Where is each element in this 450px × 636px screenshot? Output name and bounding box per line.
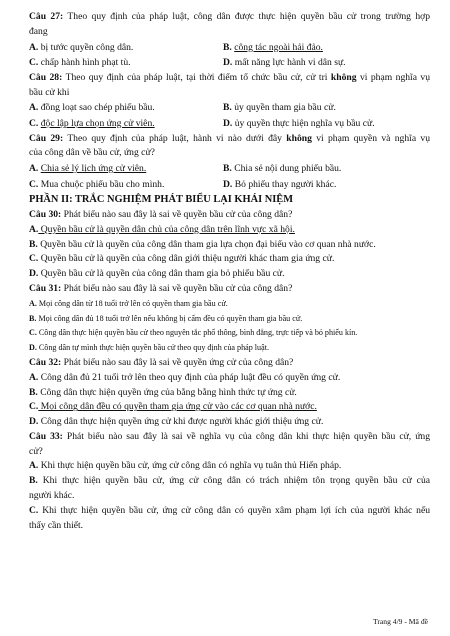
question-27-stem-cont: đang bbox=[29, 25, 48, 37]
option-31a: A. Mọi công dân từ 18 tuổi trở lên có quyền tham gia bầu cử. bbox=[29, 298, 228, 308]
question-33-stem: Câu 33: Phát biểu nào sau đây là sai về nghĩa vụ của công dân khi thực hiện quyền bầu cử, ứng bbox=[29, 430, 430, 442]
option-32d: D. Công dân thực hiện quyền ứng cử khi được người khác giới thiệu ứng cử. bbox=[29, 416, 324, 428]
question-27-stem: Câu 27: Theo quy định của pháp luật, công dân được thực hiện quyền bầu cử trong trường hợp bbox=[29, 11, 430, 22]
option-33b-cont: người khác. bbox=[29, 490, 75, 502]
question-29-options-row1 bbox=[29, 161, 430, 177]
question-27-options-row2 bbox=[29, 55, 430, 71]
option-33b: B. Khi thực hiện quyền bầu cử, ứng cử công dân có trách nhiệm tôn trọng quyền bầu cử của bbox=[29, 475, 430, 487]
option-31c: C. Công dân thực hiện quyền bầu cử theo nguyên tắc phổ thông, bình đẳng, trực tiếp và bỏ phiếu kín. bbox=[29, 328, 358, 338]
option-28d: D. ủy quyền thực hiện nghĩa vụ bầu cử. bbox=[223, 117, 375, 129]
question-28-options-row1 bbox=[29, 100, 430, 116]
option-29a: A. Chia sẻ lý lịch ứng cử viên. bbox=[29, 163, 147, 175]
option-30d: D. Quyền bầu cử là quyền của công dân tham gia bỏ phiếu bầu cử. bbox=[29, 268, 285, 280]
option-27c: C. chấp hành hình phạt tù. bbox=[29, 57, 131, 69]
option-30c: C. Quyền bầu cử là quyền của công dân giới thiệu người khác tham gia ứng cử. bbox=[29, 253, 335, 265]
question-33-stem-cont: cử? bbox=[29, 445, 43, 457]
question-28-options-row2 bbox=[29, 116, 430, 132]
option-27a: A. bị tước quyền công dân. bbox=[29, 41, 134, 53]
option-32c: C. Mọi công dân đều có quyền tham gia ứng cử vào các cơ quan nhà nước. bbox=[29, 401, 317, 413]
option-33c-cont: thấy cần thiết. bbox=[29, 519, 84, 531]
question-28-stem: Câu 28: Theo quy định của pháp luật, tại thời điểm tổ chức bầu cử, cử tri không vi phạm nghĩa vụ bbox=[29, 71, 431, 83]
option-30b: B. Quyền bầu cử là quyền của công dân tham gia lựa chọn đại biểu vào cơ quan nhà nước. bbox=[29, 238, 376, 250]
option-33a: A. Khi thực hiện quyền bầu cử, ứng cử công dân có nghĩa vụ tuân thủ Hiến pháp. bbox=[29, 460, 342, 472]
question-29-stem-cont: của công dân về bầu cử, ứng cử? bbox=[29, 147, 155, 159]
question-31-stem: Câu 31: Phát biểu nào sau đây là sai về quyền bầu cử của công dân? bbox=[29, 282, 293, 294]
option-33c: C. Khi thực hiện quyền bầu cử, ứng cử công dân có quyền xâm phạm lợi ích của người khác nếu bbox=[29, 504, 430, 516]
option-28a: A. đồng loạt sao chép phiếu bầu. bbox=[29, 102, 155, 114]
option-28c: C. độc lập lựa chọn ứng cử viên. bbox=[29, 117, 155, 129]
option-28b: B. ủy quyền tham gia bầu cử. bbox=[223, 102, 336, 114]
option-29c: C. Mua chuộc phiếu bầu cho mình. bbox=[29, 178, 165, 190]
question-27-options-row1 bbox=[29, 40, 430, 56]
option-32a: A. Công dân đủ 21 tuổi trở lên theo quy định của pháp luật đều có quyền ứng cử. bbox=[29, 371, 341, 383]
question-30-stem: Câu 30: Phát biểu nào sau đây là sai về quyền bầu cử của công dân? bbox=[29, 208, 293, 220]
question-28-stem-cont: bầu cử khi bbox=[29, 86, 70, 98]
option-32b: B. Công dân thực hiện quyền ứng của bằng bằng hình thức tự ứng cử. bbox=[29, 386, 297, 398]
option-27d: D. mất năng lực hành vi dân sự. bbox=[223, 57, 346, 69]
option-29d: D. Bỏ phiếu thay người khác. bbox=[223, 178, 337, 190]
question-29-stem: Câu 29: Theo quy định của pháp luật, hành vi nào dưới đây không vi phạm quyền và nghĩa vụ bbox=[29, 132, 430, 144]
question-32-stem: Câu 32: Phát biểu nào sau đây là sai về quyền ứng cử của công dân? bbox=[29, 356, 294, 368]
option-27b: B. công tác ngoài hải đảo. bbox=[223, 41, 323, 53]
option-31d: D. Công dân tự mình thực hiện quyền bầu cử theo quy định của pháp luật. bbox=[29, 343, 269, 353]
section-heading: PHẦN II: TRẮC NGHIỆM PHÁT BIỂU LẠI KHÁI NIỆM bbox=[29, 194, 294, 206]
option-29b: B. Chia sẻ nội dung phiếu bầu. bbox=[223, 163, 342, 175]
option-31b: B. Mọi công dân đủ 18 tuổi trở lên nếu không bị cấm đều có quyền tham gia bầu cử. bbox=[29, 313, 303, 323]
page-footer: Trang 4/9 - Mã đề bbox=[373, 617, 428, 626]
question-29-options-row2 bbox=[29, 177, 430, 193]
option-30a: A. Quyền bầu cử là quyền dân chủ của công dân trên lĩnh vực xã hội. bbox=[29, 223, 295, 235]
